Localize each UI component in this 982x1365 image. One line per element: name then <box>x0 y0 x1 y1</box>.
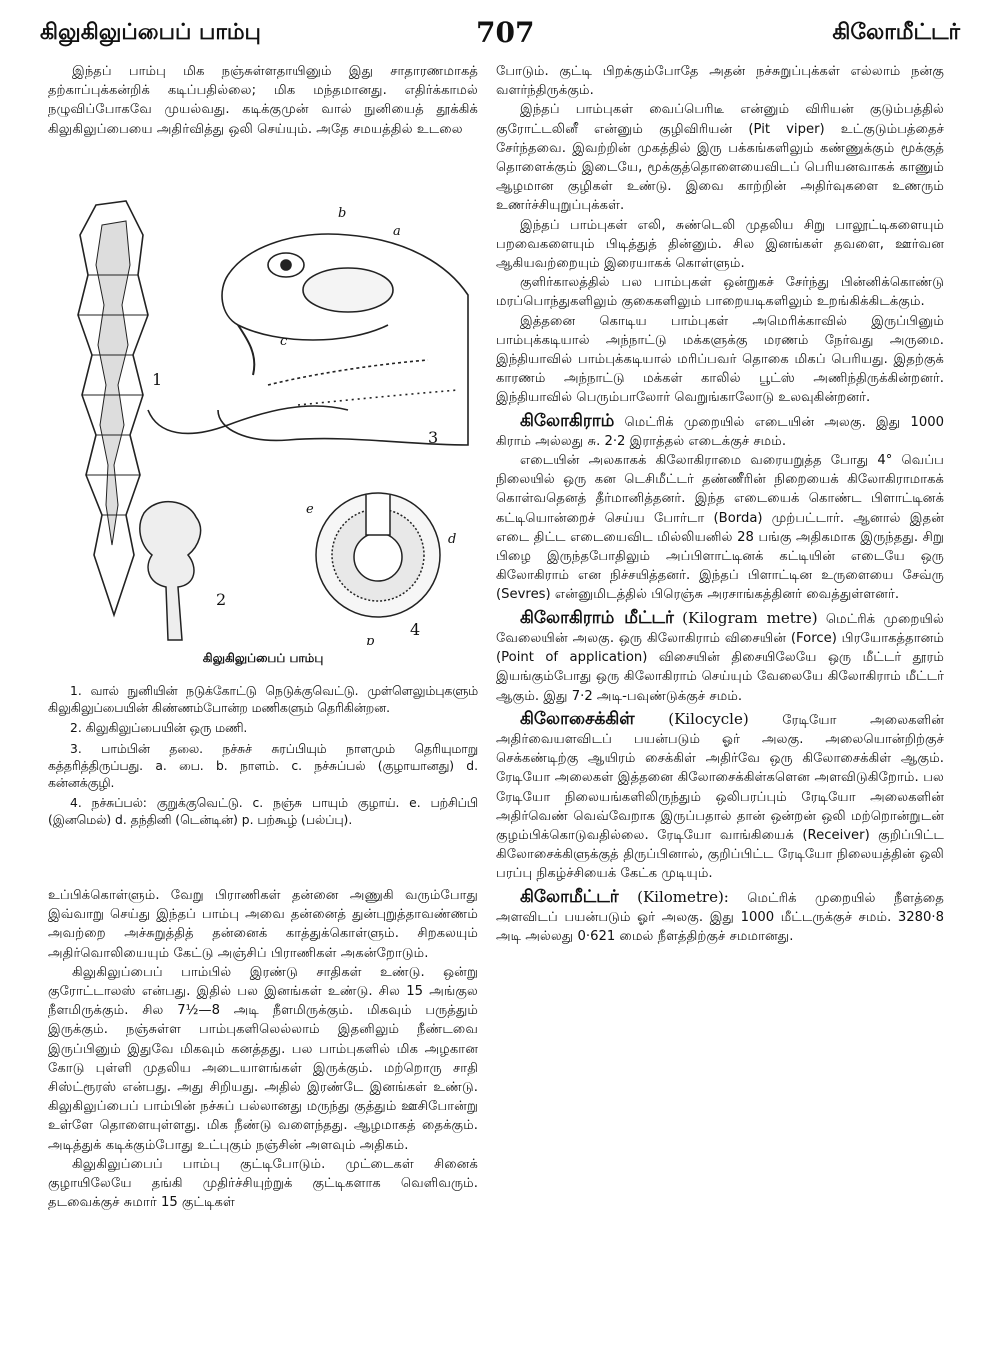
body-paragraph: கிலுகிலுப்பைப் பாம்பு குட்டிபோடும். முட்டைகள் சினைக் குழாயிலேயே தங்கி முதிர்ச்சியுற்றுக் குட்டிகளாக வெளிவரும். தடவைக்குச் சுமார் 15 குட்டிகள் <box>48 1156 478 1211</box>
entry-latin-term: (Kilometre): <box>637 887 729 906</box>
body-paragraph: கிலுகிலுப்பைப் பாம்பில் இரண்டு சாதிகள் உண்டு. ஒன்று குரோட்டாலஸ் என்பது. இதில் பல இனங்கள் உண்டு. சில 15 அங்குல நீளமிருக்கும். சில 7½—8 அடி நீளமிருக்கும். மிகவும் பருத்தும் இருக்கும். நஞ்சுள்ள பாம்புகளிலெல்லாம் இதனிலும் நீண்டவை இருப்பினும் இதுவே மிகவும் கனத்தது. பல பாம்புகளில் மிக அழகான கோடு புள்ளி முதலிய அடையாளங்கள் இருக்கும். மற்றொரு சாதி சிஸ்ட்ரூரஸ் என்பது. அது சிறியது. அதில் இரண்டே இனங்கள் உண்டு. கிலுகிலுப்பைப் பாம்பின் நச்சுப் பல்லானது மருந்து குத்தும் ஊசிபோன்று உள்ளே தொளையுள்ளது. மிக நீண்டு வளைந்தது. ஆழமாகத் தைக்கும். அடித்துக் கடிக்கும்போது உட்புகும் நஞ்சின் அளவும் அதிகம். <box>48 964 478 1153</box>
rattlesnake-figure <box>48 195 478 645</box>
intro-paragraph: இந்தப் பாம்பு மிக நஞ்சுள்ளதாயினும் இது சாதாரணமாகத் தற்காப்புக்கன்றிக் கடிப்பதில்லை; மிக மந்தமானது. எதிர்க்காமல் நழுவிப்போகவே முயல்வது. கடிக்குமுன் வால் நுனியைத் தூக்கிக் கிலுகிலுப்பையை அதிர்வித்து ஒலி செய்யும். அதே சமயத்தில் உடலை <box>48 64 478 137</box>
entry-kilometre <box>496 888 944 947</box>
body-paragraph: இத்தனை கொடிய பாம்புகள் அமெரிக்காவில் இருப்பினும் பாம்புக்கடியால் அந்நாட்டு மக்களுக்கு மரணம் நேர்வது அருமை. இந்தியாவில் பாம்புக்கடியால் மரிப்பவர் தொகை மிகப் பெரியது. இதற்குக் காரணம் அந்நாட்டு மக்கள் காலில் பூட்ஸ் அணிந்திருக்கின்றனர். இந்தியாவில் பெரும்பாலோர் வெறுங்காலோடு உலவுகின்றனர். <box>496 313 944 406</box>
body-paragraph: இந்தப் பாம்புகள் வைப்பெரிடீ என்னும் விரியன் குடும்பத்தில் குரோட்டலினீ என்னும் குழிவிரியன் (Pit viper) உட்குடும்பத்தைச் சேர்ந்தவை. இவற்றின் முகத்தில் இரு பக்கங்களிலும் கண்ணுக்கும் மூக்குத் தொளைக்கும் இடையே, மூக்குத்தொளையைவிடப் பெரியனவாகக் காணும் ஆழமான குழிகள் உண்டு. இவை காற்றின் அதிர்வுகளை உணரும் உணர்ச்சியுறுப்புக்கள். <box>496 102 944 214</box>
entry-headword: கிலோகிராம் <box>520 410 615 431</box>
figure-label-e: e <box>306 502 314 517</box>
body-paragraph: குளிர்காலத்தில் பல பாம்புகள் ஒன்றுகச் சேர்ந்து பின்னிக்கொண்டு மரப்பொந்துகளிலும் குகைகளிலும் பாறையடிகளிலும் உறங்கிக்கிடக்கும். <box>496 275 944 310</box>
entry-definition: மெட்ரிக் முறையில் எடையின் அலகு. இது 1000 கிராம் அல்லது சு. 2·2 இராத்தல் எடைக்குச் சமம். <box>496 414 944 449</box>
figure-legend <box>48 683 478 833</box>
header-left-term: கிலுகிலுப்பைப் பாம்பு <box>40 20 261 45</box>
entry-kilocycle <box>496 710 944 884</box>
entry-headword: கிலோகிராம் மீட்டர் <box>520 607 674 628</box>
figure-label-4: 4 <box>410 620 421 639</box>
header-right-term: கிலோமீட்டர் <box>832 20 960 45</box>
page-number: 707 <box>476 16 535 49</box>
figure-label-c: c <box>280 334 288 349</box>
legend-item: 2. கிலுகிலுப்பையின் ஒரு மணி. <box>70 721 248 736</box>
right-column <box>496 62 944 946</box>
entry-kilogram-metre <box>496 609 944 706</box>
figure-label-d: d <box>448 532 457 547</box>
entry-definition: மெட்ரிக் முறையில் வேலையின் அலகு. ஒரு கிலோகிராம் விசையின் (Force) பிரயோகத்தானம் (Point of application) விசையின் திசையிலேயே ஒரு மீட்டர் தூரம் இயங்கும்போது ஒரு கிலோகிராம் செய்யும் வேலையே கிலோகிராம் மீட்டர் ஆகும். இது 7·2 அடி-பவுண்டுக்குச் சமம். <box>496 611 944 704</box>
entry-latin-term: (Kilogram metre) <box>682 608 818 627</box>
snake-head-drawing <box>148 234 468 445</box>
figure-label-p: p <box>366 634 375 645</box>
figure-label-1: 1 <box>152 370 163 389</box>
body-paragraph: போடும். குட்டி பிறக்கும்போதே அதன் நச்சுறுப்புக்கள் எல்லாம் நன்கு வளர்ந்திருக்கும். <box>496 64 944 99</box>
figure-label-b: b <box>338 206 347 221</box>
page-header <box>40 14 960 54</box>
left-body-text <box>48 886 478 1212</box>
figure-label-a: a <box>393 224 401 239</box>
legend-item: 4. நச்சுப்பல்: குறுக்குவெட்டு. c. நஞ்சு பாயும் குழாய். e. பற்சிப்பி (இனமெல்) d. தந்தினி (டென்டின்) p. பற்கூழ் (பல்ப்பு). <box>48 796 478 828</box>
fang-cross-section-drawing <box>316 493 440 617</box>
rattle-bead-drawing <box>140 502 201 640</box>
entry-continuation: எடையின் அலகாகக் கிலோகிராமை வரையறுத்த போது 4° வெப்ப நிலையில் ஒரு கன டெசிமீட்டர் தண்ணீரின் நிறையைக் கிலோகிராமாகக் கொள்வதெனத் தீர்மானித்தனர். இந்த எடையைக் கொண்ட பிளாட்டினக் கட்டியொன்றைச் செய்ய போர்டா (Borda) முற்பட்டார். ஆனால் இதன் எடை திட்ட எடையைவிட மில்லியனில் 28 பங்கு அதிகமாக இருந்தது. சிறு பிழை இருந்தபோதிலும் அப்பிளாட்டினக் கட்டியின் எடையே ஒரு கிலோகிராம் என நிச்சயித்தனர். இந்தப் பிளாட்டின உருளையை சேவ்ரு (Sevres) என்னுமிடத்தில் பிரெஞ்சு அரசாங்கத்தினர் வைத்துள்ளனர். <box>496 453 944 603</box>
left-intro-text <box>48 62 478 139</box>
legend-item: 1. வால் நுனியின் நடுக்கோட்டு நெடுக்குவெட்டு. முள்ளெலும்புகளும் கிலுகிலுப்பையின் கிண்ணம்போன்ற மணிகளும் தெரிகின்றன. <box>48 684 478 716</box>
entry-latin-term: (Kilocycle) <box>668 709 749 728</box>
rattle-section-drawing <box>78 201 148 615</box>
body-paragraph: உப்பிக்கொள்ளும். வேறு பிராணிகள் தன்னை அணுகி வரும்போது இவ்வாறு செய்து இந்தப் பாம்பு அவை தன்னைத் துன்புறுத்தாவண்ணம் அவற்றை அச்சுறுத்தித் தன்னைக் காத்துக்கொள்ளும். சிறகலயும் அதிர்வொலியையும் கேட்டு அஞ்சிப் பிராணிகள் அகன்றோடும். <box>48 888 478 961</box>
entry-headword: கிலோமீட்டர் <box>520 886 619 907</box>
legend-item: 3. பாம்பின் தலை. நச்சுச் சுரப்பியும் நாளமும் தெரியுமாறு கத்தரித்திருப்பது. a. பை. b. நாளம். c. நச்சுப்பல் (குழாயானது) d. கன்னக்குழி. <box>48 741 478 791</box>
entry-definition: மெட்ரிக் முறையில் நீளத்தை அளவிடப் பயன்படும் ஓர் அலகு. இது 1000 மீட்டருக்குச் சமம். 3280·8 அடி அல்லது 0·621 மைல் நீளத்திற்குச் சமமானது. <box>496 890 944 944</box>
figure-caption: கிலுகிலுப்பைப் பாம்பு <box>202 651 324 665</box>
body-paragraph: இந்தப் பாம்புகள் எலி, சுண்டெலி முதலிய சிறு பாலூட்டிகளையும் பறவைகளையும் பிடித்துத் தின்னும். சில இனங்கள் தவளை, ஊர்வன ஆகியவற்றையும் இரையாகக் கொள்ளும். <box>496 217 944 272</box>
entry-kilogram <box>496 412 944 451</box>
figure-label-2: 2 <box>216 590 227 609</box>
rattlesnake-illustration <box>48 195 478 645</box>
entry-headword: கிலோசைக்கிள் <box>520 708 635 729</box>
figure-label-3: 3 <box>428 428 439 447</box>
entry-definition: ரேடியோ அலைகளின் அதிர்வையளவிடப் பயன்படும் ஓர் அலகு. அலையொன்றிற்குச் செக்கண்டிற்கு ஆயிரம் சைக்கிள் அதிர்வே ஒரு கிலோசைக்கிள் ஆகும். ரேடியோ அலைகள் இத்தனை கிலோசைக்கிள்களென அளவிடுகிறோம். பல ரேடியோ நிலையங்களிலிருந்தும் ஒலிபரப்பும் ரேடியோ அலைகளின் அதிர்வெண் வெவ்வேறாக இருப்பதால் தான் ஒன்றன் ஒலி மற்றொன்றுடன் குழம்பிக்கொடுவதில்லை. ரேடியோ வாங்கியைக் (Receiver) குறிப்பிட்ட கிலோசைக்கிளுக்குத் திருப்பினால், குறிப்பிட்ட ரேடியோ நிலையத்தின் ஒலி பரப்பு நிகழ்ச்சியைக் கேட்க முடியும். <box>496 712 944 882</box>
